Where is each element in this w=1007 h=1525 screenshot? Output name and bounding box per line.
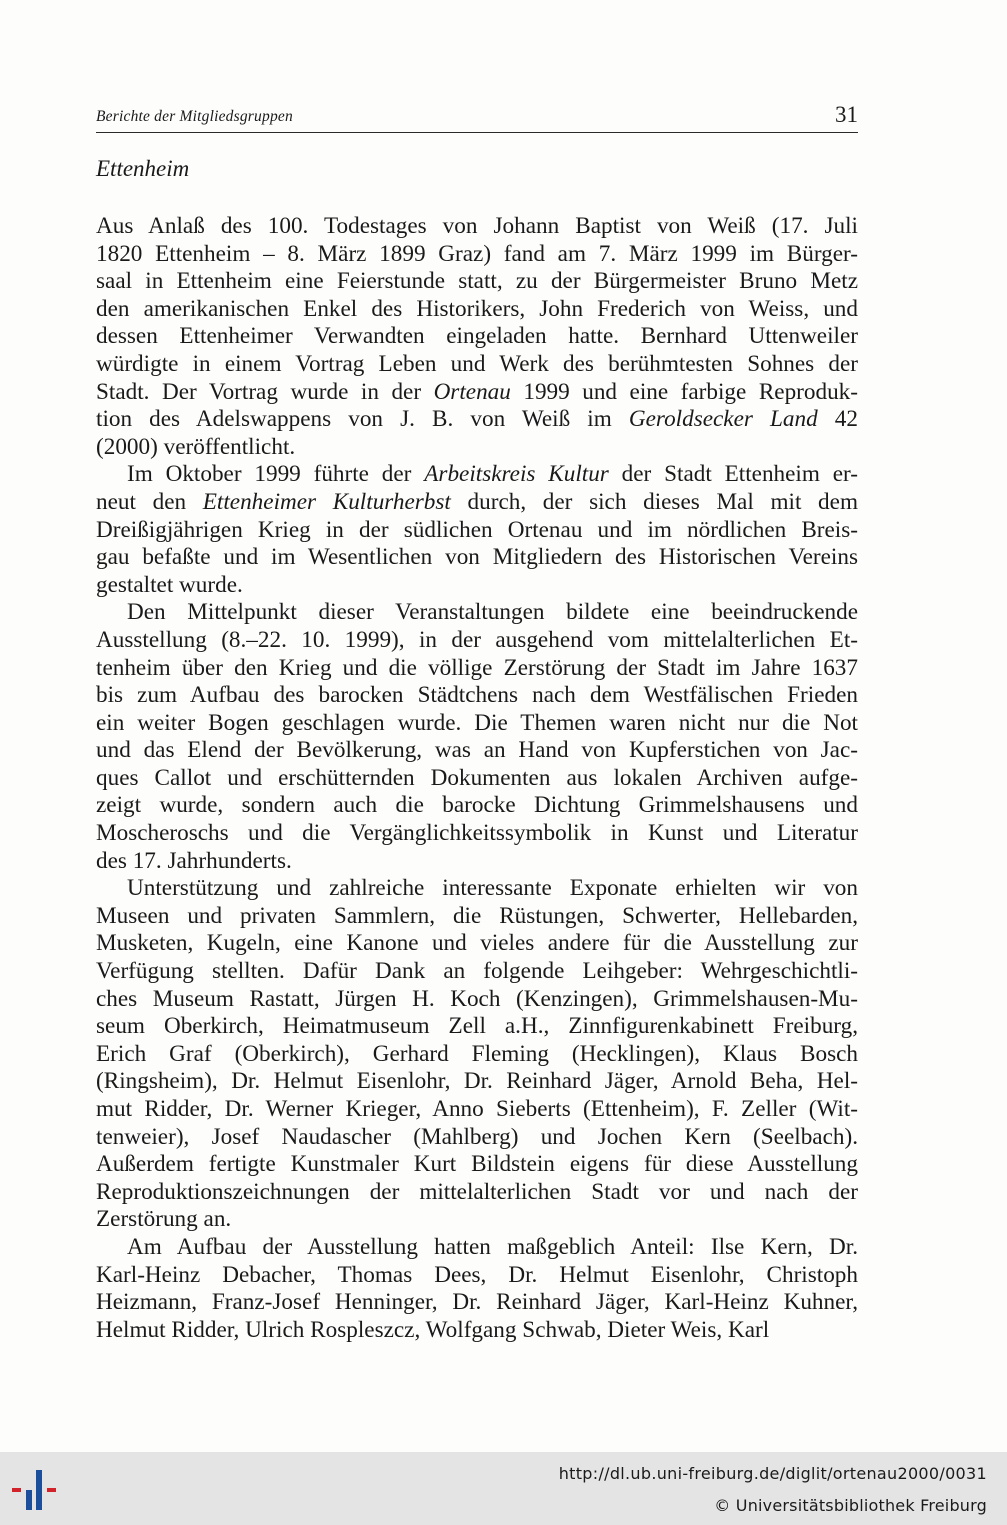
page-number: 31 xyxy=(835,102,858,127)
text-line: Aus Anlaß des 100. Todestages von Johann Baptist von Weiß (17. Juli xyxy=(96,213,858,239)
text-line: Erich Graf (Oberkirch), Gerhard Fleming (Hecklingen), Klaus Bosch xyxy=(96,1040,858,1067)
text-line: Karl-Heinz Debacher, Thomas Dees, Dr. Helmut Eisenlohr, Christoph xyxy=(96,1261,858,1288)
text-line: Dreißigjährigen Krieg in der südlichen Ortenau und im nördlichen Breis- xyxy=(96,516,858,543)
text-line: Zerstörung an. xyxy=(96,1206,232,1233)
text-line: tenheim über den Krieg und die völlige Zerstörung der Stadt im Jahre 1637 xyxy=(96,654,858,681)
text-line: tion des Adelswappens von J. B. von Weiß im Geroldsecker Land 42 xyxy=(96,406,858,433)
text-line: Stadt. Der Vortrag wurde in der Ortenau 1999 und eine farbige Reproduk- xyxy=(96,378,858,405)
text-line: Außerdem fertigte Kunstmaler Kurt Bildstein eigens für diese Ausstellung xyxy=(96,1151,858,1178)
text-line: Reproduktionszeichnungen der mittelalterlichen Stadt vor und nach der xyxy=(96,1178,858,1205)
ub-freiburg-logo-icon xyxy=(10,1468,64,1512)
text-line: Musketen, Kugeln, eine Kanone und vieles andere für die Ausstellung zur xyxy=(96,930,858,957)
text-line: saal in Ettenheim eine Feierstunde statt, zu der Bürgermeister Bruno Metz xyxy=(96,268,858,295)
text-line: Am Aufbau der Ausstellung hatten maßgeblich Anteil: Ilse Kern, Dr. xyxy=(127,1233,858,1260)
text-line: gau befaßte und im Wesentlichen von Mitgliedern des Historischen Vereins xyxy=(96,544,858,571)
text-line: und das Elend der Bevölkerung, was an Hand von Kupferstichen von Jac- xyxy=(96,737,858,764)
text-line: Helmut Ridder, Ulrich Rospleszcz, Wolfgang Schwab, Dieter Weis, Karl xyxy=(96,1316,770,1343)
text-line: Verfügung stellten. Dafür Dank an folgende Leihgeber: Wehrgeschichtli- xyxy=(96,958,858,985)
text-line: (2000) veröffentlicht. xyxy=(96,433,296,460)
text-line: ches Museum Rastatt, Jürgen H. Koch (Kenzingen), Grimmelshausen-Mu- xyxy=(96,985,858,1012)
body-text xyxy=(96,213,858,1344)
text-line: Heizmann, Franz-Josef Henninger, Dr. Reinhard Jäger, Karl-Heinz Kuhner, xyxy=(96,1289,858,1316)
text-line: dessen Ettenheimer Verwandten eingeladen hatte. Bernhard Uttenweiler xyxy=(96,323,858,350)
text-line: Museen und privaten Sammlern, die Rüstungen, Schwerter, Hellebarden, xyxy=(96,902,858,929)
text-line: gestaltet wurde. xyxy=(96,571,243,598)
running-header xyxy=(96,104,858,133)
text-line: Den Mittelpunkt dieser Veranstaltungen bildete eine beeindruckende xyxy=(127,599,858,626)
text-line: seum Oberkirch, Heimatmuseum Zell a.H., Zinnfigurenkabinett Freiburg, xyxy=(96,1013,858,1040)
footer-bar xyxy=(0,1452,1007,1525)
text-line: Unterstützung und zahlreiche interessante Exponate erhielten wir von xyxy=(127,875,858,902)
text-line: des 17. Jahrhunderts. xyxy=(96,847,292,874)
text-line: Moscheroschs und die Vergänglichkeitssymbolik in Kunst und Literatur xyxy=(96,820,858,847)
text-line: tenweier), Josef Naudascher (Mahlberg) und Jochen Kern (Seelbach). xyxy=(96,1123,858,1150)
footer-copyright: © Universitätsbibliothek Freiburg xyxy=(714,1496,987,1515)
text-line: bis zum Aufbau des barocken Städtchens nach dem Westfälischen Frieden xyxy=(96,682,858,709)
italic-title: Ettenheimer Kulturherbst xyxy=(202,488,451,515)
italic-title: Geroldsecker Land xyxy=(628,406,818,433)
text-line: ein weiter Bogen geschlagen wurde. Die Themen waren nicht nur die Not xyxy=(96,709,858,736)
text-line: Ausstellung (8.–22. 10. 1999), in der ausgehend vom mittelalterlichen Et- xyxy=(96,626,858,653)
text-line: Im Oktober 1999 führte der Arbeitskreis Kultur der Stadt Ettenheim er- xyxy=(127,461,859,488)
text-line: zeigt wurde, sondern auch die barocke Dichtung Grimmelshausens und xyxy=(96,792,858,819)
text-line: (Ringsheim), Dr. Helmut Eisenlohr, Dr. Reinhard Jäger, Arnold Beha, Hel- xyxy=(96,1068,858,1095)
text-line: würdigte in einem Vortrag Leben und Werk des berühmtesten Sohnes der xyxy=(96,350,858,377)
text-line: neut den Ettenheimer Kulturherbst durch, der sich dieses Mal mit dem xyxy=(96,488,858,515)
text-line: ques Callot und erschütternden Dokumenten aus lokalen Archiven aufge- xyxy=(96,764,858,791)
text-line: mut Ridder, Dr. Werner Krieger, Anno Sieberts (Ettenheim), F. Zeller (Wit- xyxy=(96,1096,858,1122)
italic-title: Ortenau xyxy=(433,378,511,405)
text-line: 1820 Ettenheim – 8. März 1899 Graz) fand am 7. März 1999 im Bürger- xyxy=(96,240,858,267)
text-line: den amerikanischen Enkel des Historikers, John Frederich von Weiss, und xyxy=(96,295,858,322)
section-title: Ettenheim xyxy=(96,156,190,181)
footer-url[interactable]: http://dl.ub.uni-freiburg.de/diglit/ortenau2000/0031 xyxy=(558,1464,987,1483)
italic-title: Arbeitskreis Kultur xyxy=(424,461,609,488)
running-title: Berichte der Mitgliedsgruppen xyxy=(96,108,293,125)
